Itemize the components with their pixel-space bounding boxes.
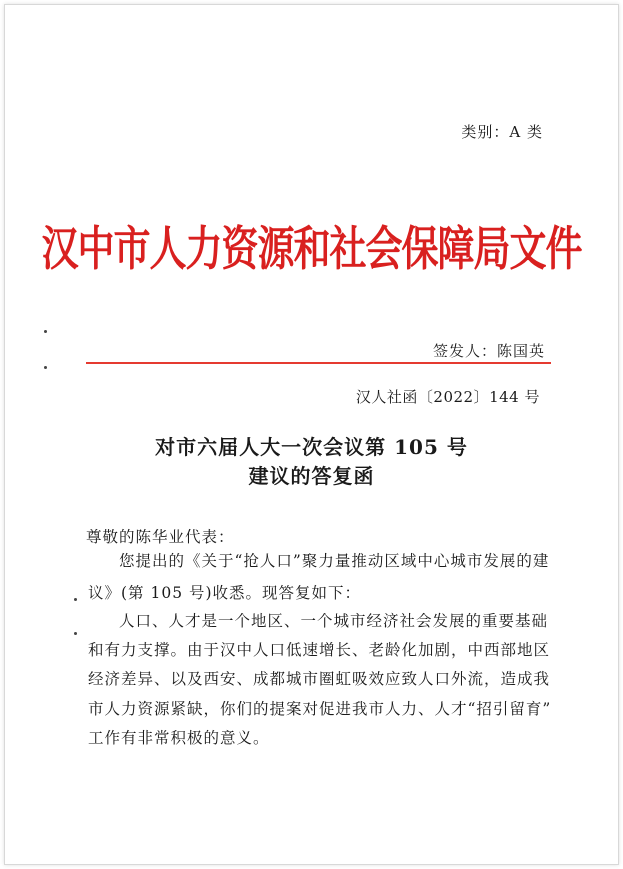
document-title-line-1: 对市六届人大一次会议第 105 号 <box>155 435 468 459</box>
body-line: 工作有非常积极的意义。 <box>88 729 270 747</box>
body-line: 和有力支撑。由于汉中人口低速增长、老龄化加剧，中西部地区 <box>88 641 551 659</box>
signer-line: 签发人：陈国英 <box>432 342 545 360</box>
margin-dot <box>74 598 77 601</box>
document-category: 类别：A 类 <box>461 123 543 141</box>
body-line: 人口、人才是一个地区、一个城市经济社会发展的重要基础 <box>119 612 549 630</box>
margin-dot <box>44 330 47 333</box>
body-line: 议》(第 105 号)收悉。现答复如下： <box>88 584 362 602</box>
salutation: 尊敬的陈华业代表： <box>86 528 235 546</box>
document-title-line-2: 建议的答复函 <box>248 464 375 488</box>
document-header: 汉中市人力资源和社会保障局文件 <box>41 221 582 277</box>
body-line: 市人力资源紧缺，你们的提案对促进我市人力、人才“招引留育” <box>88 700 552 718</box>
margin-dot <box>44 366 47 369</box>
body-line: 您提出的《关于“抢人口”聚力量推动区域中心城市发展的建 <box>119 552 550 570</box>
margin-dot <box>74 632 77 635</box>
body-line: 经济差异、以及西安、成都城市圈虹吸效应致人口外流，造成我 <box>88 670 551 688</box>
header-divider <box>86 362 551 364</box>
document-number: 汉人社函〔2022〕144 号 <box>355 388 540 406</box>
